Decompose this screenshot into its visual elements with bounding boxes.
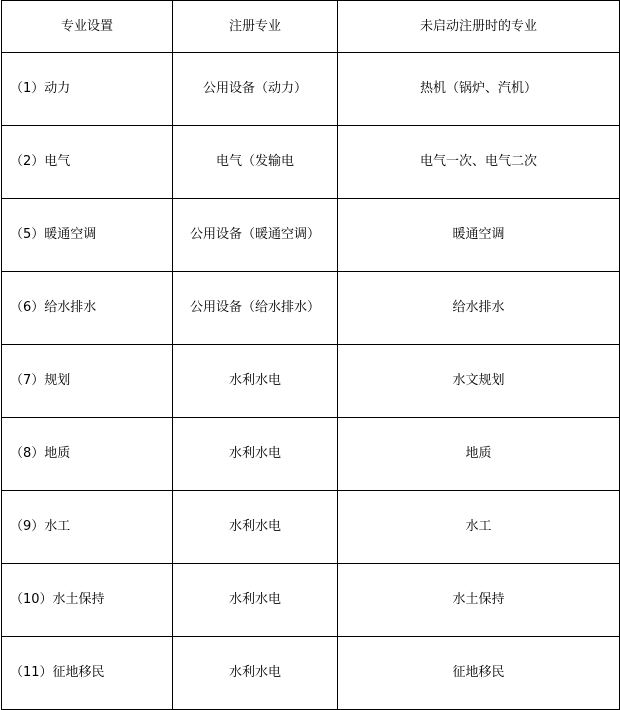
table-row	[2, 53, 620, 126]
registered-specialty-cell: 水利水电	[173, 637, 338, 710]
specialty-setting-cell: （9）水工	[2, 491, 173, 564]
registered-specialty-cell: 水利水电	[173, 491, 338, 564]
pre-registration-specialty-cell: 水文规划	[338, 345, 620, 418]
pre-registration-specialty-cell: 地质	[338, 418, 620, 491]
table-row	[2, 345, 620, 418]
registered-specialty-cell: 公用设备（给水排水）	[173, 272, 338, 345]
specialty-setting-cell: （7）规划	[2, 345, 173, 418]
registered-specialty-cell: 水利水电	[173, 564, 338, 637]
pre-registration-specialty-cell: 给水排水	[338, 272, 620, 345]
specialty-setting-cell: （10）水土保持	[2, 564, 173, 637]
header-registered-specialty: 注册专业	[173, 1, 338, 53]
registered-specialty-cell: 水利水电	[173, 418, 338, 491]
pre-registration-specialty-cell: 征地移民	[338, 637, 620, 710]
header-row	[2, 1, 620, 53]
specialty-setting-cell: （5）暖通空调	[2, 199, 173, 272]
table-row	[2, 126, 620, 199]
table-row	[2, 637, 620, 710]
specialty-setting-cell: （11）征地移民	[2, 637, 173, 710]
registered-specialty-cell: 公用设备（暖通空调）	[173, 199, 338, 272]
table-row	[2, 564, 620, 637]
registered-specialty-cell: 公用设备（动力）	[173, 53, 338, 126]
specialty-setting-cell: （8）地质	[2, 418, 173, 491]
table-row	[2, 272, 620, 345]
header-pre-registration-specialty: 未启动注册时的专业	[338, 1, 620, 53]
table-row	[2, 418, 620, 491]
specialty-table	[1, 0, 620, 710]
specialty-setting-cell: （2）电气	[2, 126, 173, 199]
pre-registration-specialty-cell: 电气一次、电气二次	[338, 126, 620, 199]
pre-registration-specialty-cell: 暖通空调	[338, 199, 620, 272]
registered-specialty-cell: 电气（发输电	[173, 126, 338, 199]
pre-registration-specialty-cell: 水工	[338, 491, 620, 564]
pre-registration-specialty-cell: 水土保持	[338, 564, 620, 637]
specialty-setting-cell: （6）给水排水	[2, 272, 173, 345]
header-specialty-setting: 专业设置	[2, 1, 173, 53]
table-row	[2, 491, 620, 564]
pre-registration-specialty-cell: 热机（锅炉、汽机）	[338, 53, 620, 126]
table-row	[2, 199, 620, 272]
specialty-setting-cell: （1）动力	[2, 53, 173, 126]
registered-specialty-cell: 水利水电	[173, 345, 338, 418]
